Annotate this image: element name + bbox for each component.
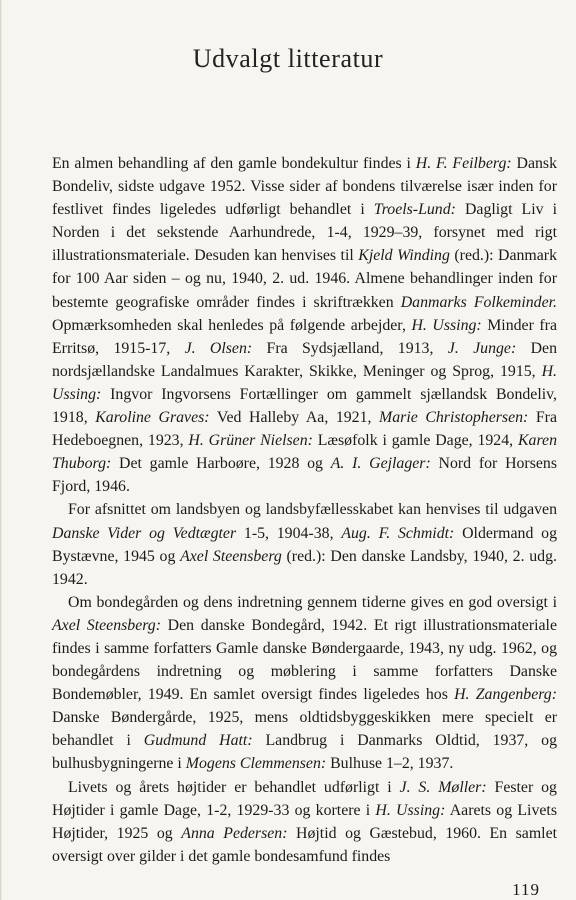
italic-reference: Danske Vider og Vedtægter <box>52 524 237 542</box>
italic-reference: Kjeld Winding <box>358 247 450 265</box>
text-run: Fra Hedeboegnen, 1923, <box>52 409 557 450</box>
italic-reference: Danmarks Folkeminder. <box>400 293 557 311</box>
italic-reference: Karoline Graves: <box>95 409 210 427</box>
text-run: Oldermand og Bystævne, 1945 og <box>52 524 558 565</box>
italic-reference: J. Junge: <box>447 339 517 357</box>
text-run: Minder fra Erritsø, 1915-17, <box>52 316 557 357</box>
text-run: Fester og Højtider i gamle Dage, 1-2, 1929-33 og kortere i <box>52 778 557 819</box>
italic-reference: Anna Pedersen: <box>181 824 288 842</box>
italic-reference: H. Ussing: <box>375 801 446 819</box>
text-run: Om bondegården og dens indretning gennem tiderne gives en god oversigt i <box>68 593 557 611</box>
paragraph <box>52 498 557 590</box>
text-run: Dansk Bondeliv, sidste udgave 1952. Visse sider af bondens tilværelse især inden for festlivet findes ligeledes udførligt behandlet i <box>52 155 557 219</box>
text-run: Landbrug i Danmarks Oldtid, 1937, og bulhusbygningerne i <box>52 732 557 773</box>
text-run: Nord for Horsens Fjord, 1946. <box>52 455 557 496</box>
page-title: Udvalgt litteratur <box>192 44 384 73</box>
text-run: Den danske Bondegård, 1942. Et rigt illustrationsmateriale findes i samme forfatters Gamle danske Bøndergaarde, 1943, ny udg. 1962, og bondegårdens indretning og møblering i samme forfatters Danske Bondemøbler, 1949. En samlet oversigt findes ligeledes hos <box>52 616 557 704</box>
bibliography-text <box>52 152 557 868</box>
italic-reference: Marie Christophersen: <box>379 409 529 427</box>
italic-reference: Mogens Clemmensen: <box>185 755 327 773</box>
italic-reference: Karen Thuborg: <box>52 432 557 473</box>
text-run: Den nordsjællandske Landalmues Karakter, Skikke, Meninger og Sprog, 1915, <box>52 339 558 380</box>
page-number: 119 <box>512 880 540 899</box>
italic-reference: Troels-Lund: <box>373 201 456 219</box>
text-run: Læsøfolk i gamle Dage, 1924, <box>312 432 518 450</box>
italic-reference: Axel Steensberg: <box>52 616 162 634</box>
text-run: En almen behandling af den gamle bondekultur findes i <box>52 155 416 172</box>
text-run: Det gamle Harboøre, 1928 og <box>111 455 331 473</box>
text-run: (red.): Den danske Landsby, 1940, 2. udg. 1942. <box>52 547 557 588</box>
text-run: Højtid og Gæstebud, 1960. En samlet oversigt over gilder i det gamle bondesamfund findes <box>52 824 558 865</box>
text-run: Aarets og Livets Højtider, 1925 og <box>52 801 557 842</box>
italic-reference: Gudmund Hatt: <box>143 732 253 750</box>
text-run: Dagligt Liv i Norden i det sekstende Aarhundrede, 1-4, 1929–39, forsynet med rigt illustrationsmateriale. Desuden kan henvises til <box>52 201 557 265</box>
italic-reference: Axel Steensberg <box>180 547 282 565</box>
italic-reference: J. S. Møller: <box>399 778 487 796</box>
paragraph <box>52 152 557 498</box>
italic-reference: H. Grüner Nielsen: <box>188 432 313 450</box>
text-run: Livets og årets højtider er behandlet udførligt i <box>68 778 400 796</box>
text-run: Opmærksomheden skal henledes på følgende arbejder, <box>52 316 412 334</box>
text-run: 1-5, 1904-38, <box>236 524 342 542</box>
italic-reference: Aug. F. Schmidt: <box>341 524 455 542</box>
text-run: Ved Halleby Aa, 1921, <box>209 409 380 427</box>
italic-reference: H. Ussing: <box>52 362 557 403</box>
italic-reference: J. Olsen: <box>184 339 253 357</box>
text-run: Danske Bøndergårde, 1925, mens oldtidsbyggeskikken mere specielt er behandlet i <box>52 709 557 750</box>
text-run: Bulhuse 1–2, 1937. <box>326 755 454 773</box>
text-run: (red.): Danmark for 100 Aar siden – og nu, 1940, 2. ud. 1946. Almene behandlinger inden for bestemte geografiske områder findes i skriftrækken <box>52 247 557 311</box>
text-run: Ingvor Ingvorsens Fortællinger om gammelt sjællandsk Bondeliv, 1918, <box>52 385 557 427</box>
paragraph <box>52 776 557 868</box>
text-run: For afsnittet om landsbyen og landsbyfællesskabet kan henvises til udgaven <box>68 501 557 519</box>
text-run: Fra Sydsjælland, 1913, <box>252 339 448 357</box>
italic-reference: H. Zangenberg: <box>454 686 558 704</box>
italic-reference: H. F. Feilberg: <box>415 155 512 172</box>
italic-reference: H. Ussing: <box>411 316 482 334</box>
italic-reference: A. I. Gejlager: <box>330 455 431 473</box>
page-edge-shadow <box>0 0 2 900</box>
paragraph <box>52 591 557 776</box>
